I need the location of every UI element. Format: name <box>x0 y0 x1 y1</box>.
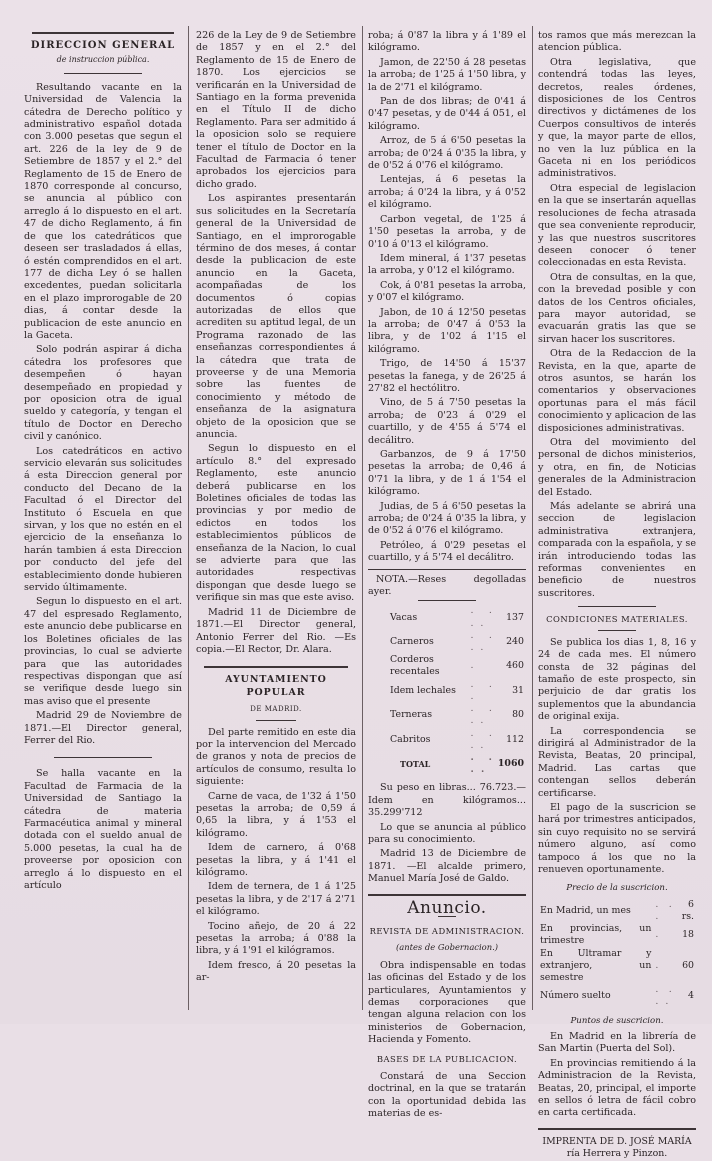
leader-dots: . . . <box>655 898 674 923</box>
price-item: Lentejas, á 6 pesetas la arroba; á 0'24 la libra, y á 0'52 el kilógramo. <box>368 174 526 211</box>
paragraph: Otra legislativa, que contendrá todas las leyes, decretos, reales órdenes, disposiciones de los Centros directivos y dictámenes de los Cuerpos consultivos de interés y que, la mayor parte de ellos, no ven la luz pública en la Gaceta ni en los periódicos administrativos. <box>538 56 696 180</box>
divider <box>418 600 476 601</box>
price-item: Tocino añejo, de 20 á 22 pesetas la arroba; á 0'88 la libra, y á 1'91 el kilógramos. <box>196 920 356 957</box>
price-heading: Precio de la suscricion. <box>566 883 668 894</box>
table-row <box>538 984 696 1008</box>
paragraph: Su peso en libras... 76.723.— Idem en kilógramos... 35.299'712 <box>368 782 526 819</box>
table-cell-value: 60 <box>682 959 694 971</box>
price-item: roba; á 0'87 la libra y á 1'89 el kilógramo. <box>368 30 526 54</box>
leader-dots: . . . . <box>470 727 494 751</box>
table-cell-value: 6 rs. <box>681 898 694 923</box>
signature-line: Madrid 29 de Noviembre de 1871.—El Director general, Ferrer del Rio. <box>24 710 182 746</box>
price-item: Garbanzos, de 9 á 17'50 pesetas la arroba; de 0,46 á 0'71 la libra, y de 1 á 1'54 el kilógramo. <box>368 449 526 498</box>
price-item: Idem mineral, á 1'37 pesetas la arroba, y 0'12 el kilógramo. <box>368 252 526 277</box>
advertisement-title: Anuncio. <box>407 897 487 918</box>
paragraph: 226 de la Ley de 9 de Setiembre de 1857 y en el 2.° del Reglamento de 15 de Enero de 1870. Los ejercicios se verificarán en la Universidad de Santiago en la forma prevenida en el Título II de dicho Reglamento. Para ser admitido á la oposicion solo se requiere tener el título de Doctor en la Facultad de Farmacia ó tener aprobados los ejercicios para dicho grado. <box>196 30 356 190</box>
paragraph: Otra de consultas, en la que, con la brevedad posible y con datos de los Centros oficiales, para mayor autoridad, se evacuarán gratis las que se sirvan hacer los suscritores. <box>538 271 696 345</box>
table-cell-label: En Madrid, un mes <box>540 904 631 916</box>
table-row <box>368 630 526 654</box>
signature-line: Madrid 11 de Diciembre de 1871.—El Director general, Antonio Ferrer del Rio. —Es copia.—El Rector, Dr. Alara. <box>196 606 356 655</box>
price-item: Arroz, de 5 á 6'50 pesetas la arroba; de 0'24 á 0'35 la libra, y de 0'52 á 0'76 el kilógramo. <box>368 135 526 172</box>
section-heading: BASES DE LA PUBLICACION. <box>376 1053 518 1064</box>
paragraph: Se publica los dias 1, 8, 16 y 24 de cada mes. El número consta de 32 páginas del tamaño de este prospecto, sin perjuicio de dar gratis los suplementos que la abundancia de original exija. <box>538 636 696 723</box>
table-cell-label: Idem lechales <box>390 684 456 696</box>
price-item: Idem de carnero, á 0'68 pesetas la libra, y á 1'41 el kilógramo. <box>196 842 356 878</box>
price-item: Cok, á 0'81 pesetas la arroba, y 0'07 el kilógramo. <box>368 279 526 304</box>
price-item: Carbon vegetal, de 1'25 á 1'50 pesetas la arroba, y de 0'10 á 0'13 el kilógramo. <box>368 213 526 250</box>
column-rule <box>188 26 189 1010</box>
price-item: Carne de vaca, de 1'32 á 1'50 pesetas la arroba; de 0,59 á 0,65 la libra, y á 1'53 el kilógramo. <box>196 790 356 839</box>
table-cell-value: 460 <box>506 660 524 672</box>
price-item: Petróleo, á 0'29 pesetas el cuartillo, y á 5'74 el decálitro. <box>368 539 526 564</box>
paragraph: Solo podrán aspirar á dicha cátedra los profesores que desempeñen ó hayan desempeñado en propiedad y por oposicion otra de igual sueldo y categoría, y tengan el título de Doctor en Derecho civil y canónico. <box>24 344 182 443</box>
signature-line: Madrid 13 de Diciembre de 1871. —El alcalde primero, Manuel María José de Galdo. <box>368 848 526 885</box>
points-heading: Puntos de suscricion. <box>570 1015 664 1026</box>
section-subheading: de instruccion pública. <box>56 55 150 65</box>
column-1 <box>24 30 182 1004</box>
price-item: Pan de dos libras; de 0'41 á 0'47 pesetas, y de 0'44 á 051, el kilógramo. <box>368 96 526 132</box>
paragraph: Otra del movimiento del personal de dichos ministerios, y otra, en fin, de Noticias generales de la Administracion del Estado. <box>538 437 696 498</box>
leader-dots: . . . . <box>470 605 494 629</box>
column-2 <box>196 30 356 1004</box>
price-item: Judias, de 5 á 6'50 pesetas la arroba; de 0'24 á 0'35 la libra, y de 0'52 á 0'76 el kilógramo. <box>368 500 526 537</box>
paragraph: Obra indispensable en todas las oficinas del Estado y de los particulares, Ayuntamientos y demas corporaciones que tengan alguna relacion con los ministerios de Gobernacion, Hacienda y Fomento. <box>368 959 526 1046</box>
paragraph: En Madrid en la librería de San Martin (Puerta del Sol). <box>538 1031 696 1055</box>
table-cell-label: Número suelto <box>540 990 611 1002</box>
column-3 <box>368 30 526 1120</box>
paragraph: Los aspirantes presentarán sus solicitudes en la Secretaría general de la Universidad de Santiago, en el improrogable término de dos meses, á contar desde la publicacion de este anuncio en la Gaceta, acompañadas de los documentos ó copias autorizadas de ellos que acrediten su aptitud legal, de un Programa razonado de las enseñanzas correspondientes á la cátedra que trata de proveerse y de una Memoria sobre las fuentes de conocimiento y método de enseñanza de la asignatura objeto de la oposicion que se anuncia. <box>196 193 356 440</box>
table-cell-label: Terneras <box>390 709 433 721</box>
column-rule <box>362 26 363 1010</box>
paragraph: Los catedráticos en activo servicio elevarán sus solicitudes á esta Direccion general por conducto del Decano de la Facultad ó el Director del Instituto ó Escuela en que sirvan, y los que no estén en el ejercicio de la enseñanza lo harán tambien á esta Direccion por conducto del jefe del establecimiento donde hubieren servido últimamente. <box>24 445 182 594</box>
table-total-label: TOTAL <box>400 759 431 769</box>
table-row <box>538 923 696 947</box>
table-row <box>538 948 696 985</box>
table-cell-label: Vacas <box>390 611 418 623</box>
leader-dots: . <box>655 959 661 971</box>
column-rule <box>532 26 533 1010</box>
table-total-row <box>368 752 526 776</box>
table-cell-label: Cabritos <box>390 733 431 745</box>
paragraph: Otra especial de legislacion en la que se insertarán aquellas resoluciones de fecha atrasada que sea conveniente reproducir, y las que nuestros suscritores deseen conocer ó tener coleccionadas en esta Revista. <box>538 182 696 269</box>
column-4 <box>538 30 696 1160</box>
paragraph: Más adelante se abrirá una seccion de legislacion administrativa extranjera, comparada con la española, y se irán introduciendo todas las reformas convenientes en beneficio de nuestros suscritores. <box>538 501 696 599</box>
divider <box>368 569 526 570</box>
table-cell-label: En Ultramar y extranjero, un semestre <box>540 947 652 984</box>
divider <box>578 606 656 607</box>
table-row <box>538 899 696 923</box>
price-item: Idem de ternera, de 1 á 1'25 pesetas la libra, y de 2'17 á 2'71 el kilógramo. <box>196 881 356 918</box>
paragraph: Lo que se anuncia al público para su conocimiento. <box>368 821 526 845</box>
paragraph: La correspondencia se dirigirá al Administrador de la Revista, Beatas, 20 principal, Madrid. Las cartas que contengan sellos deberán certificarse. <box>538 725 696 799</box>
divider <box>598 630 636 631</box>
table-cell-value: 18 <box>682 929 694 941</box>
price-item: Idem fresco, á 20 pesetas la ar- <box>196 959 356 984</box>
printer-imprint-line2: ría Herrera y Pinzon. <box>566 1148 668 1160</box>
paragraph: Otra de la Redaccion de la Revista, en la que, aparte de otros asuntos, se harán los comentarios y observaciones oportunas para el más fácil conocimiento y aplicacion de las disposiciones administrativas. <box>538 348 696 434</box>
divider <box>538 1128 696 1130</box>
section-heading: AYUNTAMIENTO POPULAR <box>225 674 327 698</box>
price-table <box>538 899 696 1009</box>
table-cell-value: 112 <box>506 733 524 745</box>
table-row <box>368 654 526 678</box>
table-cell-label: Corderos recentales <box>390 654 440 678</box>
section-subheading: DE MADRID. <box>250 705 302 714</box>
paragraph: Se halla vacante en la Facultad de Farmacia de la Universidad de Santiago la cátedra de materia Farmacéutica animal y mineral dotada con el sueldo anual de 5.000 pesetas, la cual ha de proveerse por oposicion con arreglo á lo dispuesto en el artículo <box>24 768 182 891</box>
slaughter-table <box>368 605 526 776</box>
table-row <box>368 703 526 727</box>
leader-dots: . . . . <box>470 629 494 654</box>
table-row <box>368 679 526 703</box>
leader-dots: . <box>470 660 476 672</box>
divider <box>54 757 152 758</box>
paragraph: Segun lo dispuesto en el art. 47 del espresado Reglamento, este anuncio debe publicarse en los Boletines oficiales de las provincias, lo cual se advierte para que las autoridades respectivas dispongan que así se verifique desde luego sin mas aviso que el presente <box>24 596 182 707</box>
leader-dots: . <box>655 929 661 941</box>
leader-dots: . . . . <box>655 984 674 1008</box>
table-cell-value: 137 <box>506 611 524 623</box>
divider <box>64 73 142 74</box>
table-row <box>368 605 526 629</box>
paragraph: Constará de una Seccion doctrinal, en la que se tratarán con la oportunidad debida las materias de es- <box>368 1071 526 1120</box>
divider <box>256 720 296 721</box>
paragraph: En provincias remitiendo á la Administracion de la Revista, Beatas, 20, principal, el importe en sellos ó letra de fácil cobro en carta certificada. <box>538 1057 696 1119</box>
section-subheading: (antes de Gobernacion.) <box>395 942 499 953</box>
table-cell-label: En provincias, un trimestre <box>540 923 652 947</box>
paragraph: tos ramos que más merezcan la atencion pública. <box>538 30 696 54</box>
note-heading: NOTA.—Reses degolladas ayer. <box>368 573 526 598</box>
section-heading: DIRECCION GENERAL <box>30 40 176 51</box>
price-item: Trigo, de 14'50 á 15'37 pesetas la fanega, y de 26'25 á 27'82 el hectólitro. <box>368 358 526 394</box>
table-row <box>368 728 526 752</box>
table-cell-value: 240 <box>506 635 524 647</box>
paragraph: Segun lo dispuesto en el artículo 8.° del expresado Reglamento, este anuncio deberá publicarse en los Boletines oficiales de todas las provincias y por medio de edictos en todos los establecimientos públicos de enseñanza de la Nacion, lo cual se advierte para que las autoridades respectivas dispongan que desde luego se verifique sin mas que este aviso. <box>196 443 356 604</box>
price-item: Vino, de 5 á 7'50 pesetas la arroba; de 0'23 á 0'29 el cuartillo, y de 4'55 á 5'74 el decálitro. <box>368 397 526 446</box>
table-cell-value: 31 <box>512 684 524 696</box>
divider <box>368 894 526 896</box>
printer-imprint: IMPRENTA DE D. JOSÉ MARÍA <box>542 1135 692 1147</box>
leader-dots: . . . . <box>470 751 494 776</box>
table-cell-value: 80 <box>512 709 524 721</box>
leader-dots: . . . . <box>470 703 494 727</box>
divider <box>204 666 348 668</box>
paragraph: Resultando vacante en la Universidad de Valencia la cátedra de Derecho político y administrativo español dotada con 3.000 pesetas que segun el art. 226 de la ley de 9 de Setiembre de 1857 y el 2.° del Reglamento de 15 de Enero de 1870 corresponde al concurso, se anuncia al público con arreglo á lo dispuesto en el art. 47 de dicho Reglamento, á fin de que los catedráticos que deseen ser trasladados á ellas, ó estén comprendidos en el art. 177 de dicha Ley ó se hallen excedentes, puedan solicitarla en el plazo improrogable de 20 dias, á contar desde la publicacion de este anuncio en la Gaceta. <box>24 81 182 341</box>
divider <box>32 32 174 34</box>
table-cell-value: 4 <box>688 990 694 1002</box>
table-total-value: 1060 <box>497 758 524 769</box>
section-heading: CONDICIONES MATERIALES. <box>546 614 688 625</box>
paragraph: El pago de la suscricion se hará por trimestres anticipados, sin cuyo requisito no se servirá número alguno, así como tampoco á los que no la renueven oportunamente. <box>538 801 696 875</box>
leader-dots: . . . <box>470 678 494 702</box>
price-item: Jabon, de 10 á 12'50 pesetas la arroba; de 0'47 á 0'53 la libra, y de 1'02 á 1'15 el kilógramo. <box>368 306 526 355</box>
price-item: Jamon, de 22'50 á 28 pesetas la arroba; de 1'25 á 1'50 libra, y la de 2'71 el kilógramo. <box>368 56 526 93</box>
table-cell-label: Carneros <box>390 635 434 647</box>
section-heading: REVISTA DE ADMINISTRACION. <box>369 925 525 936</box>
paragraph: Del parte remitido en este dia por la intervencion del Mercado de granos y nota de precios de artículos de consumo, resulta lo siguiente: <box>196 726 356 788</box>
